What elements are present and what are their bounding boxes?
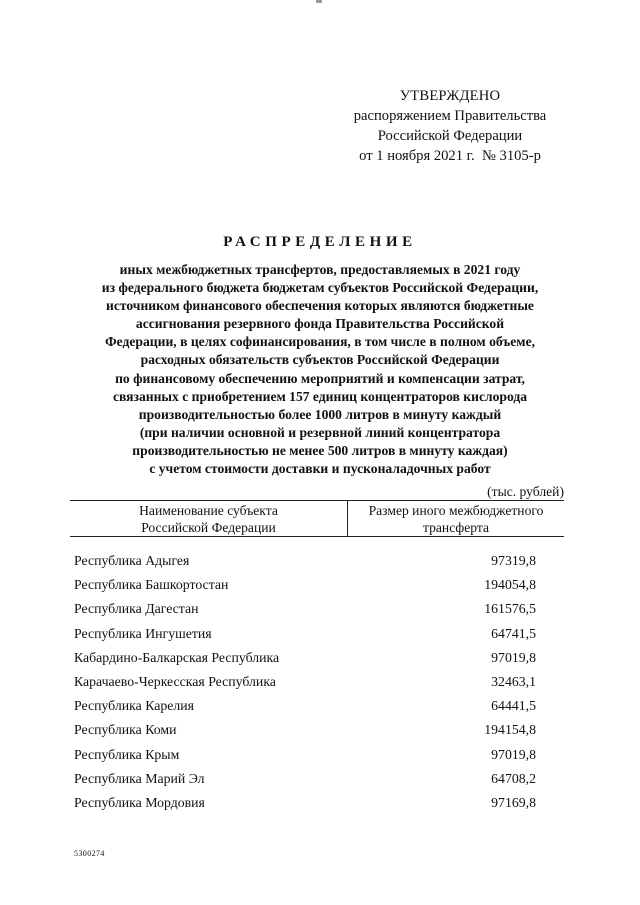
header-region-line1: Наименование субъекта — [139, 503, 278, 518]
table-row — [74, 722, 564, 746]
header-amount-line1: Размер иного межбюджетного — [368, 503, 544, 518]
region-name: Республика Дагестан — [74, 601, 199, 617]
description-line: по финансовому обеспечению мероприятий и компенсации затрат, — [115, 370, 525, 386]
description-line: расходных обязательств субъектов Российской Федерации — [140, 352, 500, 368]
transfer-amount: 194054,8 — [484, 577, 536, 593]
description-line: с учетом стоимости доставки и пусконаладочных работ — [149, 461, 491, 477]
table-row — [74, 698, 564, 722]
transfer-amount: 97169,8 — [491, 794, 536, 810]
description-line: источником финансового обеспечения которых являются бюджетные — [106, 298, 534, 314]
table-header-amount — [348, 502, 564, 536]
description-line: производительностью не менее 500 литров в минуту каждая) — [132, 442, 508, 458]
transfer-amount: 64441,5 — [491, 698, 536, 714]
approval-line-3: Российской Федерации — [377, 128, 523, 144]
table-row — [74, 674, 564, 698]
description-line: из федерального бюджета бюджетам субъектов Российской Федерации, — [101, 280, 539, 296]
description-line: производительностью более 1000 литров в минуту каждый — [138, 406, 502, 422]
table-row — [74, 626, 564, 650]
region-name: Карачаево-Черкесская Республика — [74, 673, 276, 689]
table-header-bottom-border — [70, 536, 564, 537]
region-name: Республика Башкортостан — [74, 577, 229, 593]
transfer-amount: 194154,8 — [484, 722, 536, 738]
document-heading: РАСПРЕДЕЛЕНИЕ — [223, 234, 417, 250]
document-description — [70, 261, 570, 478]
header-region-line2: Российской Федерации — [141, 520, 276, 535]
approval-stamp — [330, 86, 570, 166]
description-line: (при наличии основной и резервной линий концентратора — [139, 424, 501, 440]
transfer-amount: 64741,5 — [491, 625, 536, 641]
table-row — [74, 650, 564, 674]
description-line: иных межбюджетных трансфертов, предоставляемых в 2021 году — [119, 262, 521, 277]
table-top-border — [70, 500, 564, 501]
region-name: Республика Ингушетия — [74, 625, 212, 641]
region-name: Республика Коми — [74, 722, 177, 738]
table-row — [74, 577, 564, 601]
transfer-amount: 64708,2 — [491, 770, 536, 786]
scan-mark — [316, 0, 322, 3]
transfer-amount: 161576,5 — [484, 601, 536, 617]
approval-title: УТВЕРЖДЕНО — [399, 88, 501, 104]
region-name: Республика Марий Эл — [74, 770, 205, 786]
table-row — [74, 771, 564, 795]
region-name: Республика Адыгея — [74, 553, 190, 568]
transfer-amount: 97319,8 — [491, 553, 536, 568]
transfer-amount: 32463,1 — [491, 673, 536, 689]
region-name: Республика Карелия — [74, 698, 194, 714]
approval-line-2: распоряжением Правительства — [353, 108, 547, 124]
table-body — [74, 553, 564, 819]
description-line: связанных с приобретением 157 единиц концентраторов кислорода — [112, 388, 528, 404]
approval-line-4: от 1 ноября 2021 г. № 3105-р — [359, 148, 541, 164]
transfer-amount: 97019,8 — [491, 649, 536, 665]
description-line: Федерации, в целях софинансирования, в том числе в полном объеме, — [104, 334, 535, 350]
transfer-amount: 97019,8 — [491, 746, 536, 762]
region-name: Республика Крым — [74, 746, 180, 762]
table-row — [74, 601, 564, 625]
units-label: (тыс. рублей) — [487, 484, 564, 499]
table-header-region — [70, 502, 347, 536]
region-name: Республика Мордовия — [74, 794, 205, 810]
table-row — [74, 795, 564, 819]
table-row — [74, 553, 564, 577]
document-code: 5300274 — [74, 849, 105, 858]
description-line: ассигнования резервного фонда Правительства Российской — [135, 316, 505, 332]
region-name: Кабардино-Балкарская Республика — [74, 649, 280, 665]
table-row — [74, 747, 564, 771]
header-amount-line2: трансферта — [422, 520, 489, 535]
